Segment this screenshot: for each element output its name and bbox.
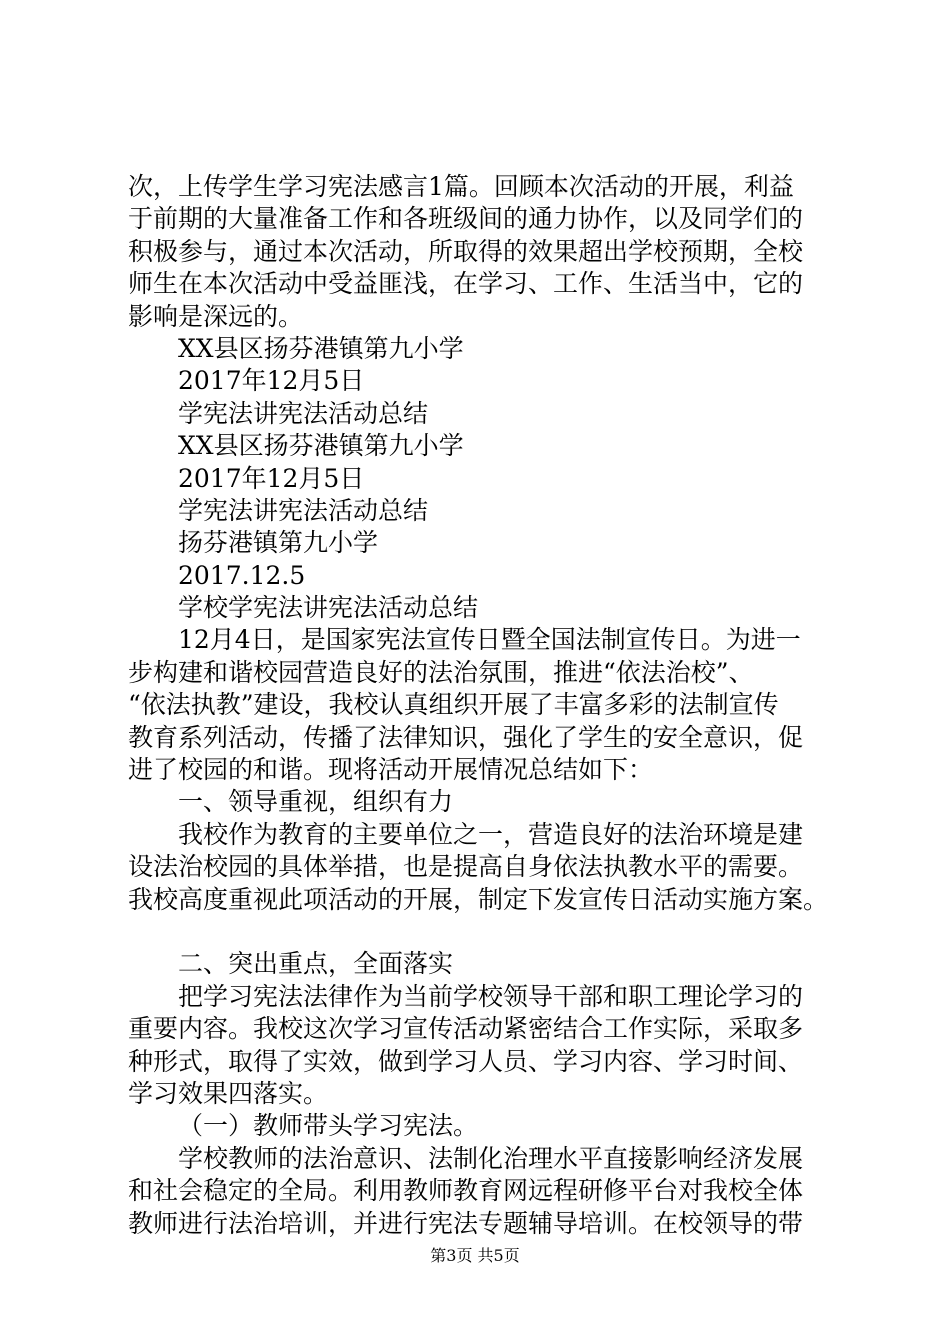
school-name: XX县区扬芬港镇第九小学 bbox=[178, 333, 464, 363]
section-heading: 一、领导重视，组织有力 bbox=[178, 787, 454, 817]
text-line: 设法治校园的具体举措，也是提高自身依法执教水平的需要。 bbox=[128, 852, 804, 882]
document-title: 学校学宪法讲宪法活动总结 bbox=[178, 593, 479, 623]
date-line: 2017.12.5 bbox=[178, 560, 306, 590]
subsection-heading: （一）教师带头学习宪法。 bbox=[178, 1111, 479, 1141]
text-line: 学校教师的法治意识、法制化治理水平直接影响经济发展 bbox=[178, 1143, 804, 1173]
section-title: 学宪法讲宪法活动总结 bbox=[178, 495, 429, 525]
school-name: 扬芬港镇第九小学 bbox=[178, 528, 379, 558]
text-line: 次，上传学生学习宪法感言1篇。回顾本次活动的开展，利益 bbox=[128, 172, 794, 201]
text-line: 把学习宪法法律作为当前学校领导干部和职工理论学习的 bbox=[178, 981, 804, 1011]
text-line: 于前期的大量准备工作和各班级间的通力协作，以及同学们的 bbox=[128, 204, 804, 234]
text-line: 进了校园的和谐。现将活动开展情况总结如下： bbox=[128, 755, 654, 785]
school-name: XX县区扬芬港镇第九小学 bbox=[178, 431, 464, 461]
date-line: 2017年12月5日 bbox=[178, 366, 365, 396]
text-line: 师生在本次活动中受益匪浅，在学习、工作、生活当中，它的 bbox=[128, 269, 804, 299]
section-heading: 二、突出重点，全面落实 bbox=[178, 949, 454, 979]
text-line: 教师进行法治培训，并进行宪法专题辅导培训。在校领导的带 bbox=[128, 1208, 804, 1238]
text-line: 种形式，取得了实效，做到学习人员、学习内容、学习时间、 bbox=[128, 1046, 804, 1076]
date-line: 2017年12月5日 bbox=[178, 463, 365, 493]
text-line: 影响是深远的。 bbox=[128, 301, 304, 331]
text-line: 积极参与，通过本次活动，所取得的效果超出学校预期，全校 bbox=[128, 236, 804, 266]
document-body bbox=[128, 171, 848, 1240]
text-line: 教育系列活动，传播了法律知识，强化了学生的安全意识，促 bbox=[128, 722, 804, 752]
text-line: 和社会稳定的全局。利用教师教育网远程研修平台对我校全体 bbox=[128, 1176, 804, 1206]
text-line: 学习效果四落实。 bbox=[128, 1078, 329, 1108]
blank-line bbox=[128, 916, 848, 948]
section-title: 学宪法讲宪法活动总结 bbox=[178, 398, 429, 428]
text-line: 12月4日，是国家宪法宣传日暨全国法制宣传日。为进一 bbox=[178, 625, 801, 655]
text-line: “依法执教”建设，我校认真组织开展了丰富多彩的法制宣传 bbox=[128, 690, 779, 720]
text-line: 我校作为教育的主要单位之一，营造良好的法治环境是建 bbox=[178, 819, 804, 849]
text-line: 我校高度重视此项活动的开展，制定下发宣传日活动实施方案。 bbox=[128, 884, 829, 914]
text-line: 重要内容。我校这次学习宣传活动紧密结合工作实际，采取多 bbox=[128, 1014, 804, 1044]
page-number-footer: 第3页 共5页 bbox=[430, 1246, 520, 1265]
text-line: 步构建和谐校园营造良好的法治氛围，推进“依法治校”、 bbox=[128, 657, 754, 687]
